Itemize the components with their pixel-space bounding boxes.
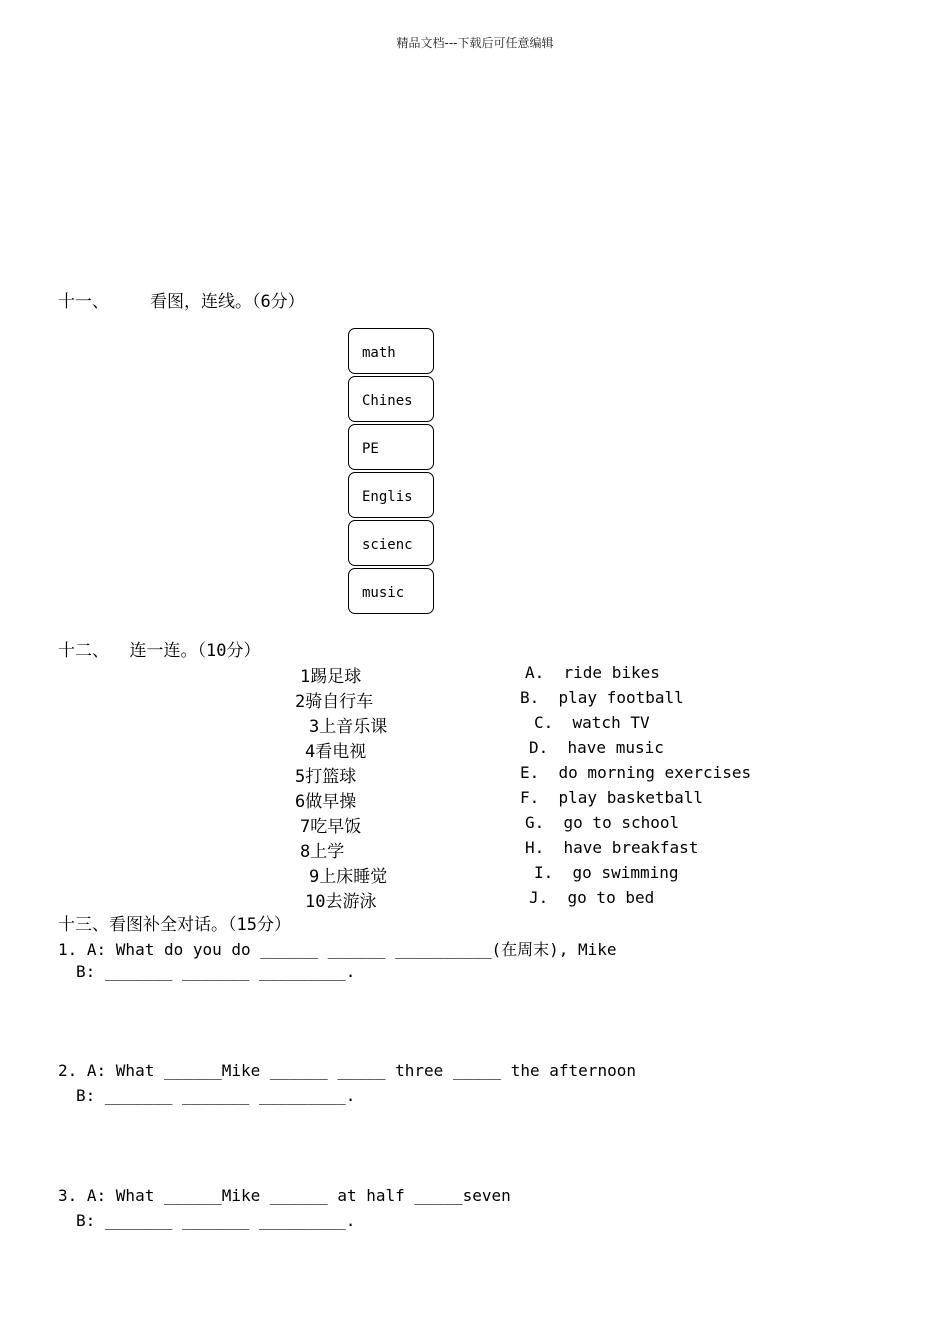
dialogue-3-answer: B: _______ _______ _________. (76, 1211, 356, 1230)
dialogue-2-question: 2. A: What ______Mike ______ _____ three _____ the afternoon (58, 1061, 636, 1080)
match-left-item: 9上床睡觉 (309, 867, 388, 887)
match-left-item: 2骑自行车 (295, 692, 374, 712)
match-right-item: J. go to bed (529, 888, 655, 907)
subject-box-music[interactable]: music (348, 568, 434, 614)
section-12-title: 十二、 连一连。（10分） (58, 641, 261, 661)
page-header: 精品文档---下载后可任意编辑 (396, 36, 554, 50)
match-left-item: 6做早操 (295, 792, 357, 812)
match-right-item: C. watch TV (534, 713, 650, 732)
match-right-item: H. have breakfast (525, 838, 699, 857)
dialogue-2-answer: B: _______ _______ _________. (76, 1086, 356, 1105)
match-right-item: A. ride bikes (525, 663, 660, 682)
dialogue-1-question: 1. A: What do you do ______ ______ __________(在周末), Mike (58, 940, 617, 959)
match-left-item: 4看电视 (305, 742, 367, 762)
dialogue-3-question: 3. A: What ______Mike ______ at half _____seven (58, 1186, 511, 1205)
section-13-title: 十三、看图补全对话。（15分） (58, 915, 291, 935)
match-right-item: F. play basketball (520, 788, 704, 807)
match-left-item: 1踢足球 (300, 667, 362, 687)
subject-box-science[interactable]: scienc (348, 520, 434, 566)
subject-box-pe[interactable]: PE (348, 424, 434, 470)
subject-box-math[interactable]: math (348, 328, 434, 374)
match-left-item: 5打篮球 (295, 767, 357, 787)
section-11-title: 十一、 看图，连线。（6分） (58, 292, 305, 312)
match-left-item: 8上学 (300, 842, 345, 862)
match-left-item: 3上音乐课 (309, 717, 388, 737)
subject-box-english[interactable]: Englis (348, 472, 434, 518)
match-right-item: I. go swimming (534, 863, 679, 882)
match-right-item: E. do morning exercises (520, 763, 752, 782)
match-right-item: B. play football (520, 688, 684, 707)
match-right-item: D. have music (529, 738, 664, 757)
match-left-item: 7吃早饭 (300, 817, 362, 837)
match-left-item: 10去游泳 (305, 892, 377, 912)
subject-box-chinese[interactable]: Chines (348, 376, 434, 422)
dialogue-1-answer: B: _______ _______ _________. (76, 962, 356, 981)
match-right-item: G. go to school (525, 813, 680, 832)
